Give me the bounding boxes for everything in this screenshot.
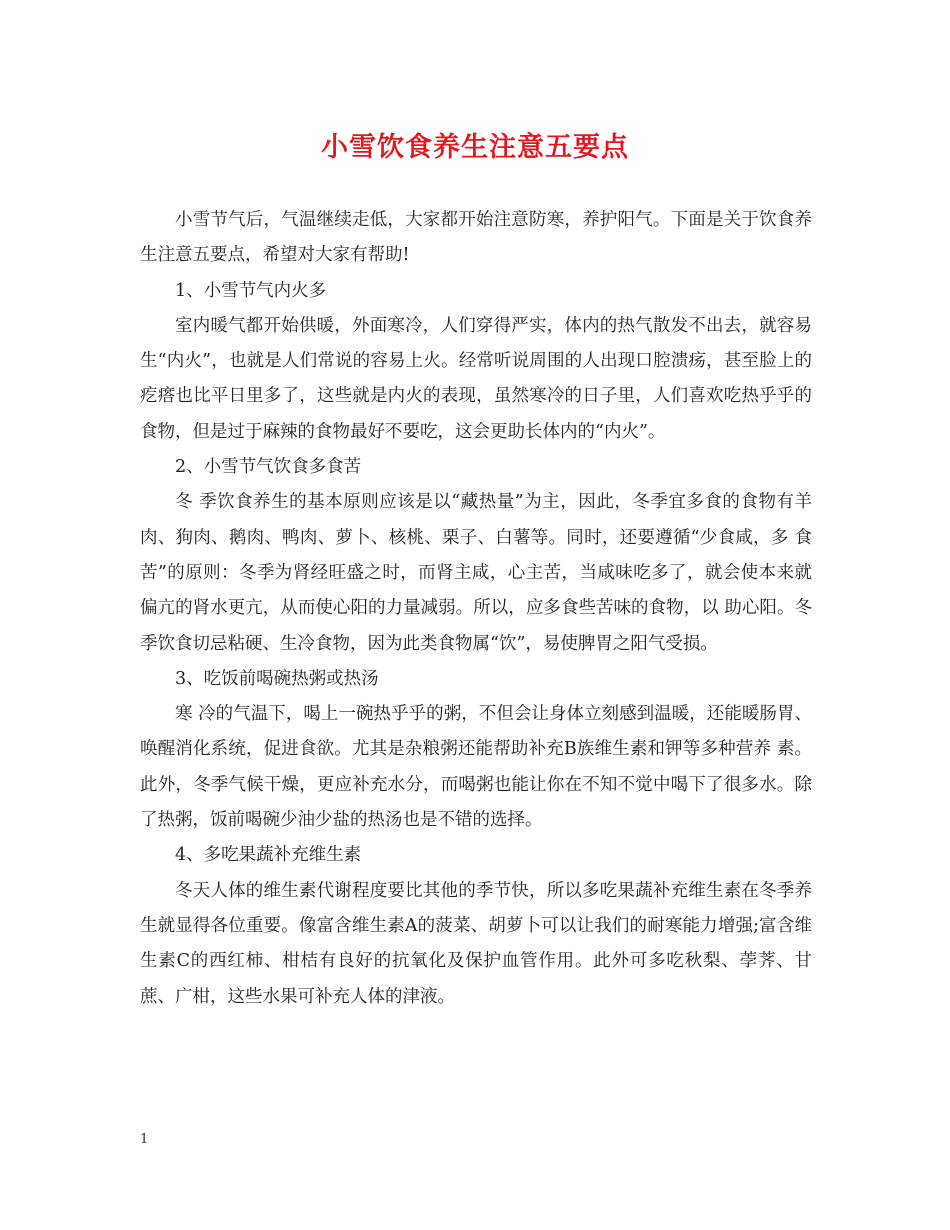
section-heading-3: 3、吃饭前喝碗热粥或热汤 (175, 668, 379, 689)
section-paragraph-2: 冬 季饮食养生的基本原则应该是以“藏热量”为主，因此，冬季宜多食的食物有羊肉、狗肉、鹅肉、鸭肉、萝卜、核桃、栗子、白薯等。同时，还要遵循“少食咸，多 食苦”的原则：冬季为肾经旺盛之时，而肾主咸，心主苦，当咸味吃多了，就会使本来就偏亢的肾水更亢，从而使心阳的力量减弱。所以，应多食些苦味的食物，以 助心阳。冬季饮食切忌粘硬、生冷食物，因为此类食物属“饮”，易使脾胃之阳气受损。 (140, 492, 812, 654)
document-body (140, 203, 812, 1015)
section-heading-1: 1、小雪节气内火多 (175, 280, 327, 301)
section-heading-2: 2、小雪节气饮食多食苦 (175, 457, 362, 478)
page-title: 小雪饮食养生注意五要点 (321, 132, 629, 163)
section-paragraph-4: 冬天人体的维生素代谢程度要比其他的季节快，所以多吃果蔬补充维生素在冬季养生就显得各位重要。像富含维生素A的菠菜、胡萝卜可以让我们的耐寒能力增强;富含维生素C的西红柿、柑桔有良好的抗氧化及保护血管作用。此外可多吃秋梨、荸荠、甘蔗、广柑，这些水果可补充人体的津液。 (140, 880, 812, 1007)
section-paragraph-1: 室内暖气都开始供暖，外面寒冷，人们穿得严实，体内的热气散发不出去，就容易生“内火”，也就是人们常说的容易上火。经常听说周围的人出现口腔溃疡，甚至脸上的疙瘩也比平日里多了，这些就是内火的表现，虽然寒冷的日子里，人们喜欢吃热乎乎的食物，但是过于麻辣的食物最好不要吃，这会更助长体内的“内火”。 (140, 315, 812, 442)
intro-paragraph: 小雪节气后，气温继续走低，大家都开始注意防寒，养护阳气。下面是关于饮食养生注意五要点，希望对大家有帮助! (140, 210, 812, 266)
page-number: 1 (140, 1132, 149, 1147)
section-paragraph-3: 寒 冷的气温下，喝上一碗热乎乎的粥，不但会让身体立刻感到温暖，还能暖肠胃、唤醒消化系统，促进食欲。尤其是杂粮粥还能帮助补充B族维生素和钾等多种营养 素。此外，冬季气候干燥，更应补充水分，而喝粥也能让你在不知不觉中喝下了很多水。除了热粥，饭前喝碗少油少盐的热汤也是不错的选择。 (140, 704, 812, 831)
section-heading-4: 4、多吃果蔬补充维生素 (175, 845, 362, 866)
